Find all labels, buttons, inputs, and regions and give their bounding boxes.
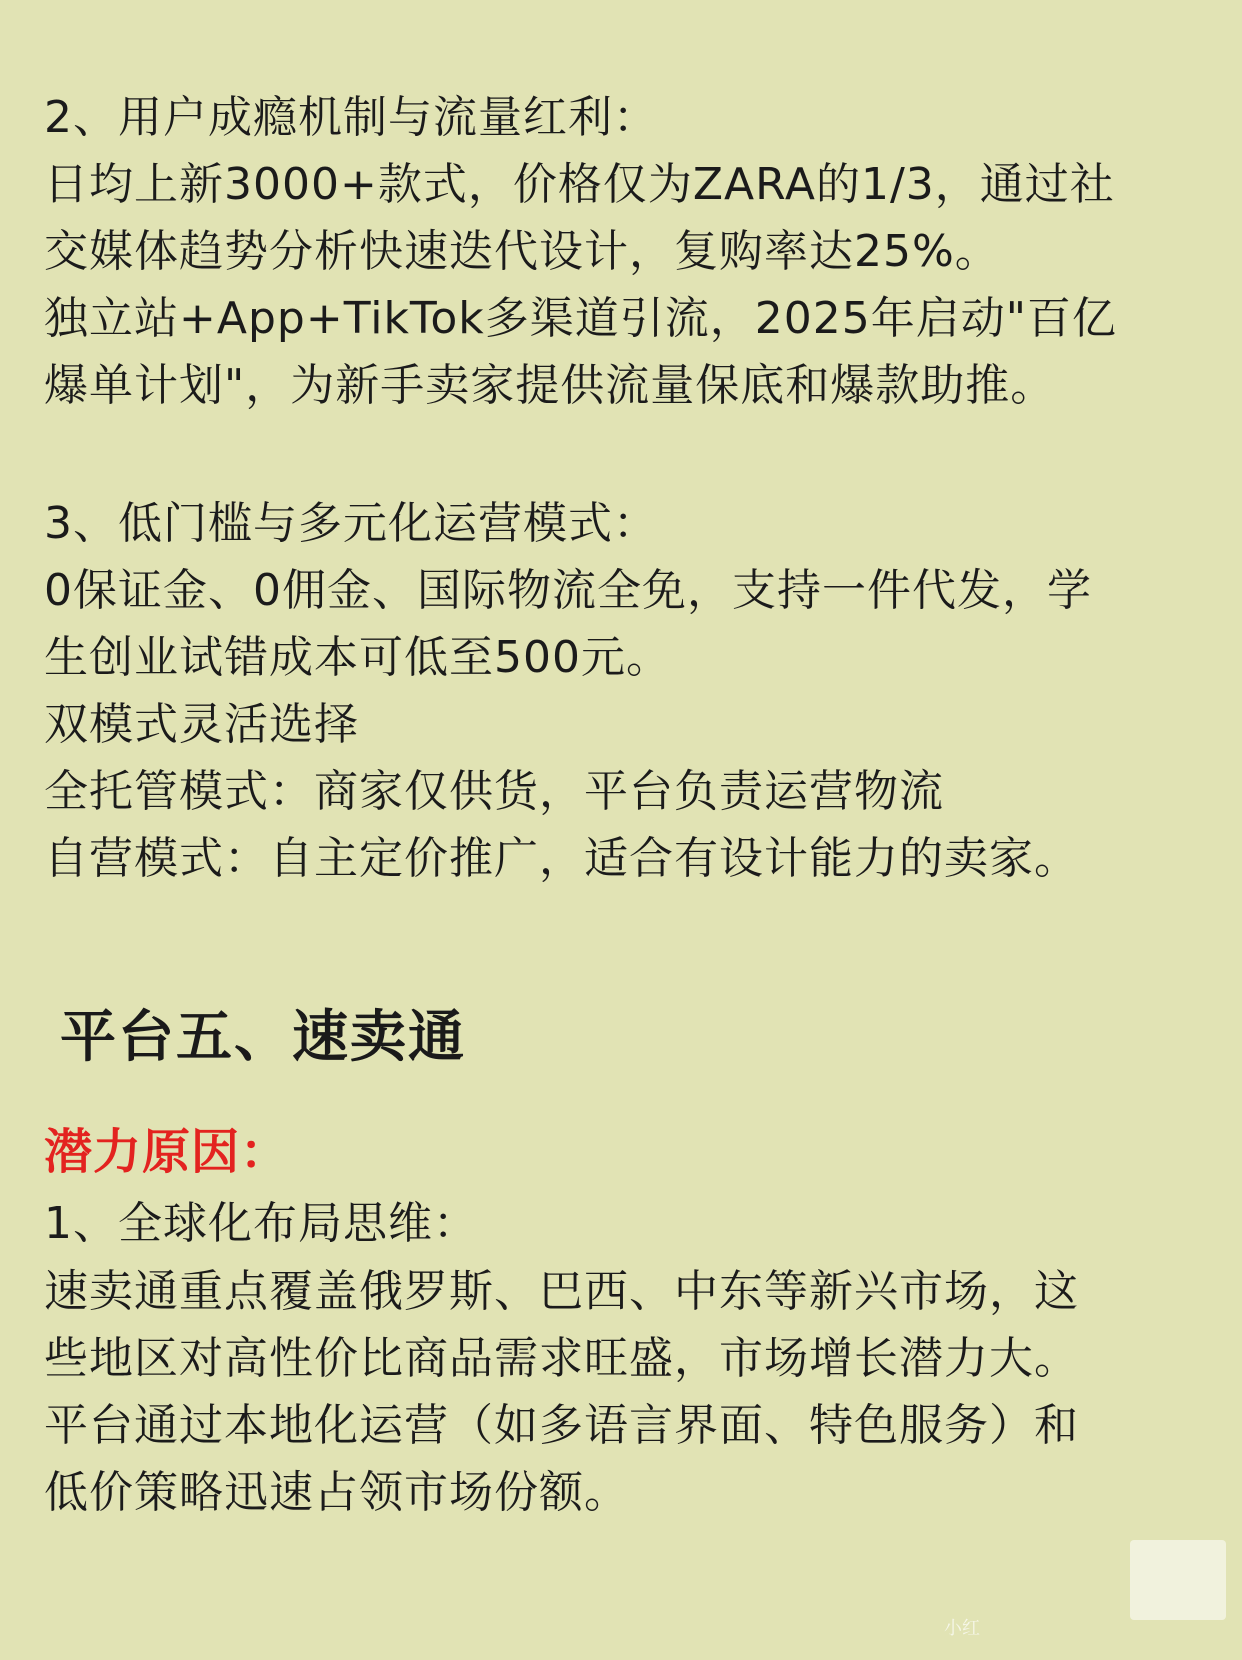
watermark-text: 小红 xyxy=(944,1618,980,1639)
section2-line-2: 交媒体趋势分析快速迭代设计，复购率达25%。 xyxy=(44,226,1000,277)
section2-title: 2、用户成瘾机制与流量红利： xyxy=(44,92,658,143)
section2-line-4: 爆单计划"，为新手卖家提供流量保底和爆款助推。 xyxy=(44,360,1056,411)
section3-line-4: 全托管模式：商家仅供货，平台负责运营物流 xyxy=(44,766,944,817)
point1-title: 1、全球化布局思维： xyxy=(44,1198,478,1249)
watermark-logo xyxy=(1130,1540,1226,1620)
section3-line-3: 双模式灵活选择 xyxy=(44,699,359,750)
section3-line-2: 生创业试错成本可低至500元。 xyxy=(44,632,671,683)
section2-line-1: 日均上新3000+款式，价格仅为ZARA的1/3，通过社 xyxy=(44,159,1115,210)
potential-reason-label: 潜力原因： xyxy=(44,1124,290,1180)
section2-line-3: 独立站+App+TikTok多渠道引流，2025年启动"百亿 xyxy=(44,293,1117,344)
point1-line-4: 低价策略迅速占领市场份额。 xyxy=(44,1467,629,1518)
point1-line-1: 速卖通重点覆盖俄罗斯、巴西、中东等新兴市场，这 xyxy=(44,1266,1079,1317)
section3-line-5: 自营模式：自主定价推广，适合有设计能力的卖家。 xyxy=(44,833,1079,884)
section3-title: 3、低门槛与多元化运营模式： xyxy=(44,498,658,549)
point1-line-3: 平台通过本地化运营（如多语言界面、特色服务）和 xyxy=(44,1400,1079,1451)
platform5-heading: 平台五、速卖通 xyxy=(60,1005,466,1070)
section3-line-1: 0保证金、0佣金、国际物流全免，支持一件代发，学 xyxy=(44,565,1092,616)
point1-line-2: 些地区对高性价比商品需求旺盛，市场增长潜力大。 xyxy=(44,1333,1079,1384)
